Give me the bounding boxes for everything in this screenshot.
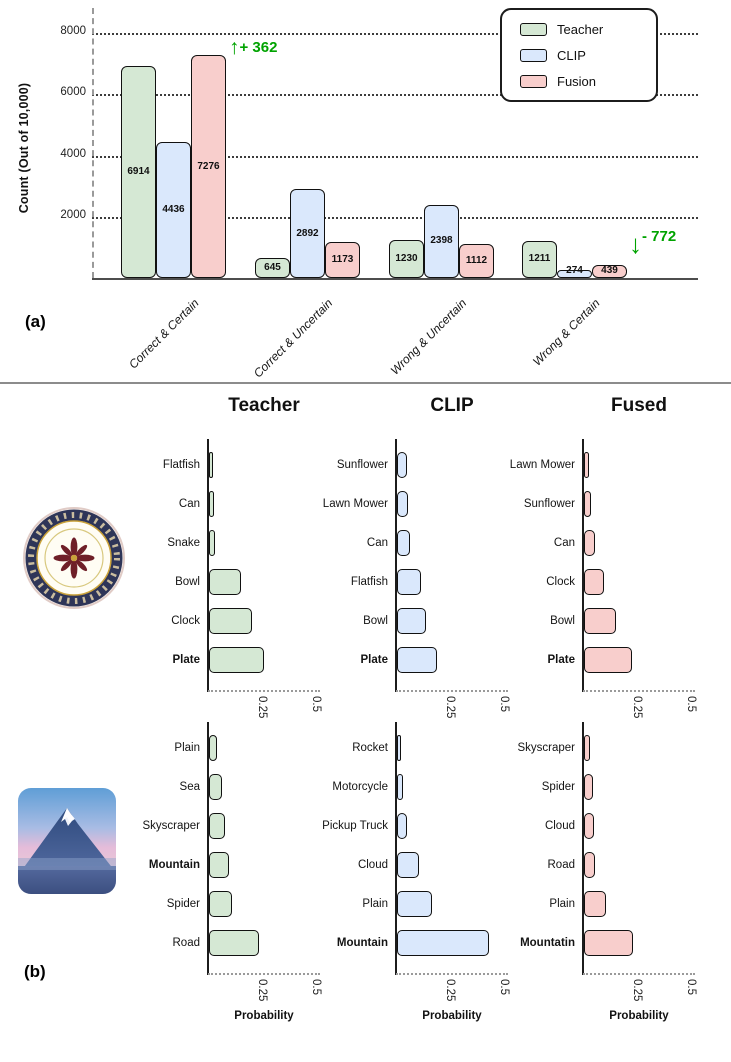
legend-label: Teacher: [557, 21, 604, 37]
panel-b-probability-charts: [0, 384, 731, 1062]
class-label: Clock: [546, 576, 575, 588]
probability-bar: [209, 530, 215, 556]
probability-bar: [584, 569, 604, 595]
probability-bar: [397, 813, 407, 839]
mini-x-baseline: [583, 690, 695, 692]
probability-bar: [397, 608, 426, 634]
mini-chart-row2-fused: [455, 722, 703, 1017]
probability-bar: [584, 608, 616, 634]
probability-bar: [397, 569, 421, 595]
x-tick-label: 0.5: [310, 696, 322, 712]
annotation-gain-text: + 362: [239, 39, 278, 56]
bar-value-label: 439: [601, 265, 618, 276]
probability-bar: [209, 813, 225, 839]
panel-a-tag: (a): [25, 312, 46, 331]
class-label: Bowl: [175, 576, 200, 588]
probability-bar: [584, 735, 590, 761]
probability-bar: [397, 530, 410, 556]
x-tick-label: 0.5: [310, 979, 322, 995]
class-label: Pickup Truck: [322, 820, 388, 832]
class-label: Can: [178, 498, 200, 510]
class-label: Rocket: [352, 742, 388, 754]
probability-bar: [584, 852, 595, 878]
probability-bar: [209, 569, 241, 595]
column-header-fused: Fused: [611, 395, 667, 416]
column-header-teacher: Teacher: [228, 395, 300, 416]
panel-a-x-axis-line: [92, 278, 698, 280]
class-label: Mountatin: [520, 937, 575, 949]
class-label: Road: [547, 859, 575, 871]
class-label: Clock: [171, 615, 200, 627]
class-label: Plain: [174, 742, 200, 754]
probability-bar: [397, 774, 403, 800]
probability-bar: [584, 774, 593, 800]
legend-item-clip: [520, 48, 656, 63]
class-label: Cloud: [357, 859, 388, 871]
bar-value-label: 6914: [127, 166, 150, 178]
probability-axis-label: Probability: [422, 1010, 482, 1022]
class-label: Spider: [166, 898, 200, 910]
x-tick-label: 0.25: [256, 979, 268, 1002]
class-label: Bowl: [363, 615, 388, 627]
y-tick-label: 2000: [60, 208, 86, 221]
class-label: Skyscraper: [517, 742, 575, 754]
x-tick-label: 0.5: [498, 696, 510, 712]
probability-bar: [397, 647, 437, 673]
probability-bar: [584, 452, 589, 478]
class-label: Bowl: [550, 615, 575, 627]
legend-item-teacher: [520, 22, 656, 37]
panel-a-y-axis-title: Count (Out of 10,000): [17, 82, 31, 214]
class-label: Plate: [360, 654, 388, 666]
x-tick-label: 0.25: [631, 979, 643, 1002]
y-tick-label: 6000: [60, 86, 86, 99]
panel-a-grouped-bar-chart: [0, 0, 731, 382]
probability-axis-label: Probability: [234, 1010, 294, 1022]
mini-x-baseline: [583, 973, 695, 975]
x-category-label-text: Wrong & Uncertain: [387, 296, 470, 378]
class-label: Motorcycle: [332, 781, 388, 793]
probability-bar: [397, 891, 432, 917]
class-label: Sunflower: [523, 498, 575, 510]
class-label: Cloud: [544, 820, 575, 832]
x-category-label-text: Correct & Certain: [125, 296, 202, 372]
probability-bar: [584, 491, 591, 517]
class-label: Lawn Mower: [322, 498, 388, 510]
class-label: Plate: [172, 654, 200, 666]
probability-bar: [209, 491, 214, 517]
bar-value-label: 4436: [162, 204, 185, 216]
probability-bar: [584, 813, 594, 839]
x-tick-label: 0.25: [256, 696, 268, 719]
x-tick-label: 0.5: [498, 979, 510, 995]
y-tick-label: 4000: [60, 147, 86, 160]
clip-swatch-icon: [520, 49, 547, 62]
probability-bar: [209, 930, 259, 956]
annotation-gain: [229, 38, 277, 58]
x-tick-label: 0.25: [444, 979, 456, 1002]
probability-bar: [209, 452, 213, 478]
x-category-label-text: Wrong & Certain: [529, 296, 603, 369]
bar-value-label: 274: [566, 265, 583, 276]
probability-axis-label: Probability: [609, 1010, 669, 1022]
panel-a-y-axis-line: [92, 8, 94, 278]
fusion-swatch-icon: [520, 75, 547, 88]
class-label: Spider: [541, 781, 575, 793]
class-label: Flatfish: [162, 459, 200, 471]
y-tick-label: 8000: [60, 25, 86, 37]
class-label: Can: [366, 537, 388, 549]
class-label: Plain: [362, 898, 388, 910]
probability-bar: [584, 647, 632, 673]
class-label: Plate: [547, 654, 575, 666]
legend-label: CLIP: [557, 47, 586, 63]
probability-bar: [209, 608, 252, 634]
panel-b-tag: (b): [24, 962, 46, 981]
x-category-label-text: Correct & Uncertain: [250, 296, 336, 381]
probability-bar: [584, 891, 606, 917]
annotation-loss: [629, 227, 676, 261]
class-label: Mountain: [336, 937, 388, 949]
legend-item-fusion: [520, 74, 656, 89]
mini-chart-row1-fused: [455, 439, 703, 734]
class-label: Sunflower: [336, 459, 388, 471]
legend-label: Fusion: [557, 73, 597, 89]
class-label: Lawn Mower: [509, 459, 575, 471]
probability-bar: [209, 852, 229, 878]
probability-bar: [397, 491, 408, 517]
down-arrow-icon: ↓: [629, 229, 642, 259]
class-label: Sea: [179, 781, 200, 793]
legend: [500, 8, 658, 102]
bar-value-label: 1211: [528, 253, 551, 265]
probability-bar: [209, 891, 232, 917]
probability-bar: [209, 647, 264, 673]
probability-bar: [397, 735, 401, 761]
class-label: Mountain: [148, 859, 200, 871]
class-label: Flatfish: [350, 576, 388, 588]
x-tick-label: 0.25: [631, 696, 643, 719]
teacher-swatch-icon: [520, 23, 547, 36]
probability-bar: [584, 930, 633, 956]
up-arrow-icon: ↑: [229, 36, 240, 59]
probability-bar: [397, 852, 419, 878]
bar-value-label: 2398: [430, 235, 453, 247]
bar-value-label: 2892: [296, 227, 319, 239]
x-tick-label: 0.25: [444, 696, 456, 719]
bar-value-label: 1112: [465, 254, 488, 266]
bar-value-label: 1173: [331, 254, 354, 266]
annotation-loss-text: - 772: [642, 228, 677, 245]
bar-value-label: 7276: [197, 160, 220, 172]
class-label: Skyscraper: [142, 820, 200, 832]
column-header-clip: CLIP: [430, 395, 474, 416]
probability-bar: [209, 774, 222, 800]
probability-bar: [397, 452, 407, 478]
bar-value-label: 1230: [395, 253, 418, 265]
class-label: Plain: [549, 898, 575, 910]
class-label: Snake: [167, 537, 200, 549]
x-tick-label: 0.5: [685, 696, 697, 712]
x-tick-label: 0.5: [685, 979, 697, 995]
class-label: Road: [172, 937, 200, 949]
probability-bar: [584, 530, 595, 556]
class-label: Can: [553, 537, 575, 549]
probability-bar: [209, 735, 217, 761]
bar-value-label: 645: [264, 262, 281, 274]
